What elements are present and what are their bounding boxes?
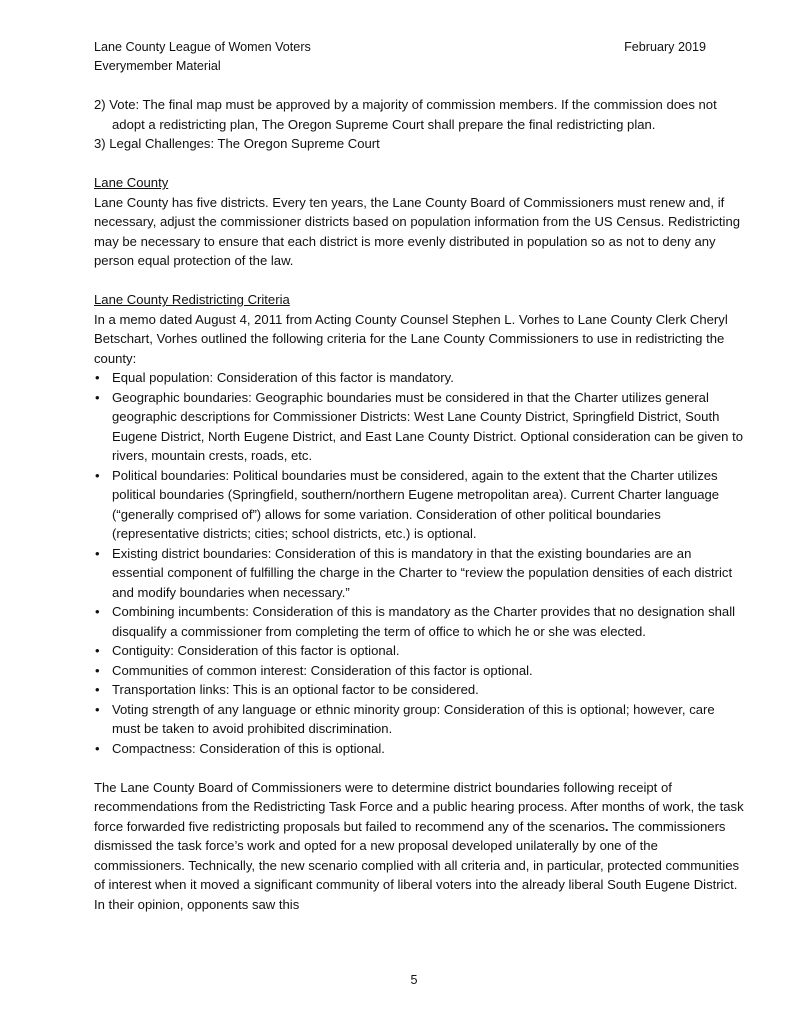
criteria-intro: In a memo dated August 4, 2011 from Acting County Counsel Stephen L. Vorhes to Lane County Clerk Cheryl Betschart, Vorhes outlined the following criteria for the Lane County Commissioners to use in redistricting the county:: [94, 311, 728, 366]
section-heading-lane-county: Lane County: [94, 175, 169, 190]
criteria-item-combining-incumbents: • Combining incumbents: Consideration of this is mandatory as the Charter provides that no designation shall disqualify a commissioner from completing the term of office to which he or she was elected.: [94, 602, 744, 641]
criteria-item-voting-strength: • Voting strength of any language or ethnic minority group: Consideration of this is optional; however, care must be taken to avoid prohibited discrimination.: [94, 700, 744, 739]
step-vote: 2) Vote: The final map must be approved by a majority of commission members. If the commission does not adopt a redistricting plan, The Oregon Supreme Court shall prepare the final redistricting plan.: [94, 97, 717, 132]
closing-text-part1: The Lane County Board of Commissioners were to determine district boundaries following receipt of recommendations from the Redistricting Task Force and a public hearing process. After months of work, the task force forwarded five redistricting proposals but failed to recommend any of the scenarios: [94, 779, 744, 834]
closing-text-part2: The commissioners dismissed the task force’s work and opted for a new proposal developed unilaterally by one of the commissioners. Technically, the new scenario complied with all criteria and, in particular, protected communities of interest when it moved a significant community of liberal voters into the already liberal South Eugene District. In their opinion, opponents saw this: [94, 818, 740, 912]
closing-paragraph: [94, 778, 744, 915]
spacer: [94, 758, 744, 778]
criteria-item-compactness: • Compactness: Consideration of this is optional.: [94, 739, 744, 759]
criteria-item-political-boundaries: • Political boundaries: Political boundaries must be considered, again to the extent that the Charter utilizes political boundaries (Springfield, southern/northern Eugene metropolitan area). Current Charter language (“generally comprised of”) allows for some variation. Consideration of other political boundaries (representative districts; cities; school districts, etc.) is optional.: [94, 466, 744, 544]
spacer: [94, 271, 744, 291]
criteria-item-equal-population: • Equal population: Consideration of this factor is mandatory.: [94, 368, 744, 388]
step-legal-challenges: 3) Legal Challenges: The Oregon Supreme Court: [94, 136, 380, 151]
section-heading-criteria: Lane County Redistricting Criteria: [94, 292, 290, 307]
criteria-item-existing-boundaries: • Existing district boundaries: Consideration of this is mandatory in that the existing boundaries are an essential component of fulfilling the charge in the Charter to “review the population densities of each district and modify boundaries when necessary.”: [94, 544, 744, 603]
criteria-item-transportation-links: • Transportation links: This is an optional factor to be considered.: [94, 680, 744, 700]
criteria-item-contiguity: • Contiguity: Consideration of this factor is optional.: [94, 641, 744, 661]
header-material: Everymember Material: [94, 59, 221, 73]
header-org: Lane County League of Women Voters: [94, 40, 311, 54]
lane-county-paragraph: Lane County has five districts. Every ten years, the Lane County Board of Commissioners must renew and, if necessary, adjust the commissioner districts based on population information from the US Census. Redistricting may be necessary to ensure that each district is more evenly distributed in population so as not to deny any person equal protection of the law.: [94, 194, 741, 268]
spacer: [94, 154, 744, 174]
header-date: February 2019: [624, 40, 706, 54]
criteria-item-communities-of-interest: • Communities of common interest: Consideration of this factor is optional.: [94, 661, 744, 681]
criteria-list: [94, 368, 744, 758]
page-number: 5: [410, 973, 418, 987]
page-body: [94, 95, 744, 914]
header-left: [94, 38, 311, 76]
criteria-item-geographic-boundaries: • Geographic boundaries: Geographic boundaries must be considered in that the Charter utilizes general geographic descriptions for Commissioner Districts: West Lane County District, Springfield District, South Eugene District, North Eugene District, and East Lane County District. Optional consideration can be given to rivers, mountain crests, roads, etc.: [94, 388, 744, 466]
closing-bold-period: .: [604, 818, 609, 834]
